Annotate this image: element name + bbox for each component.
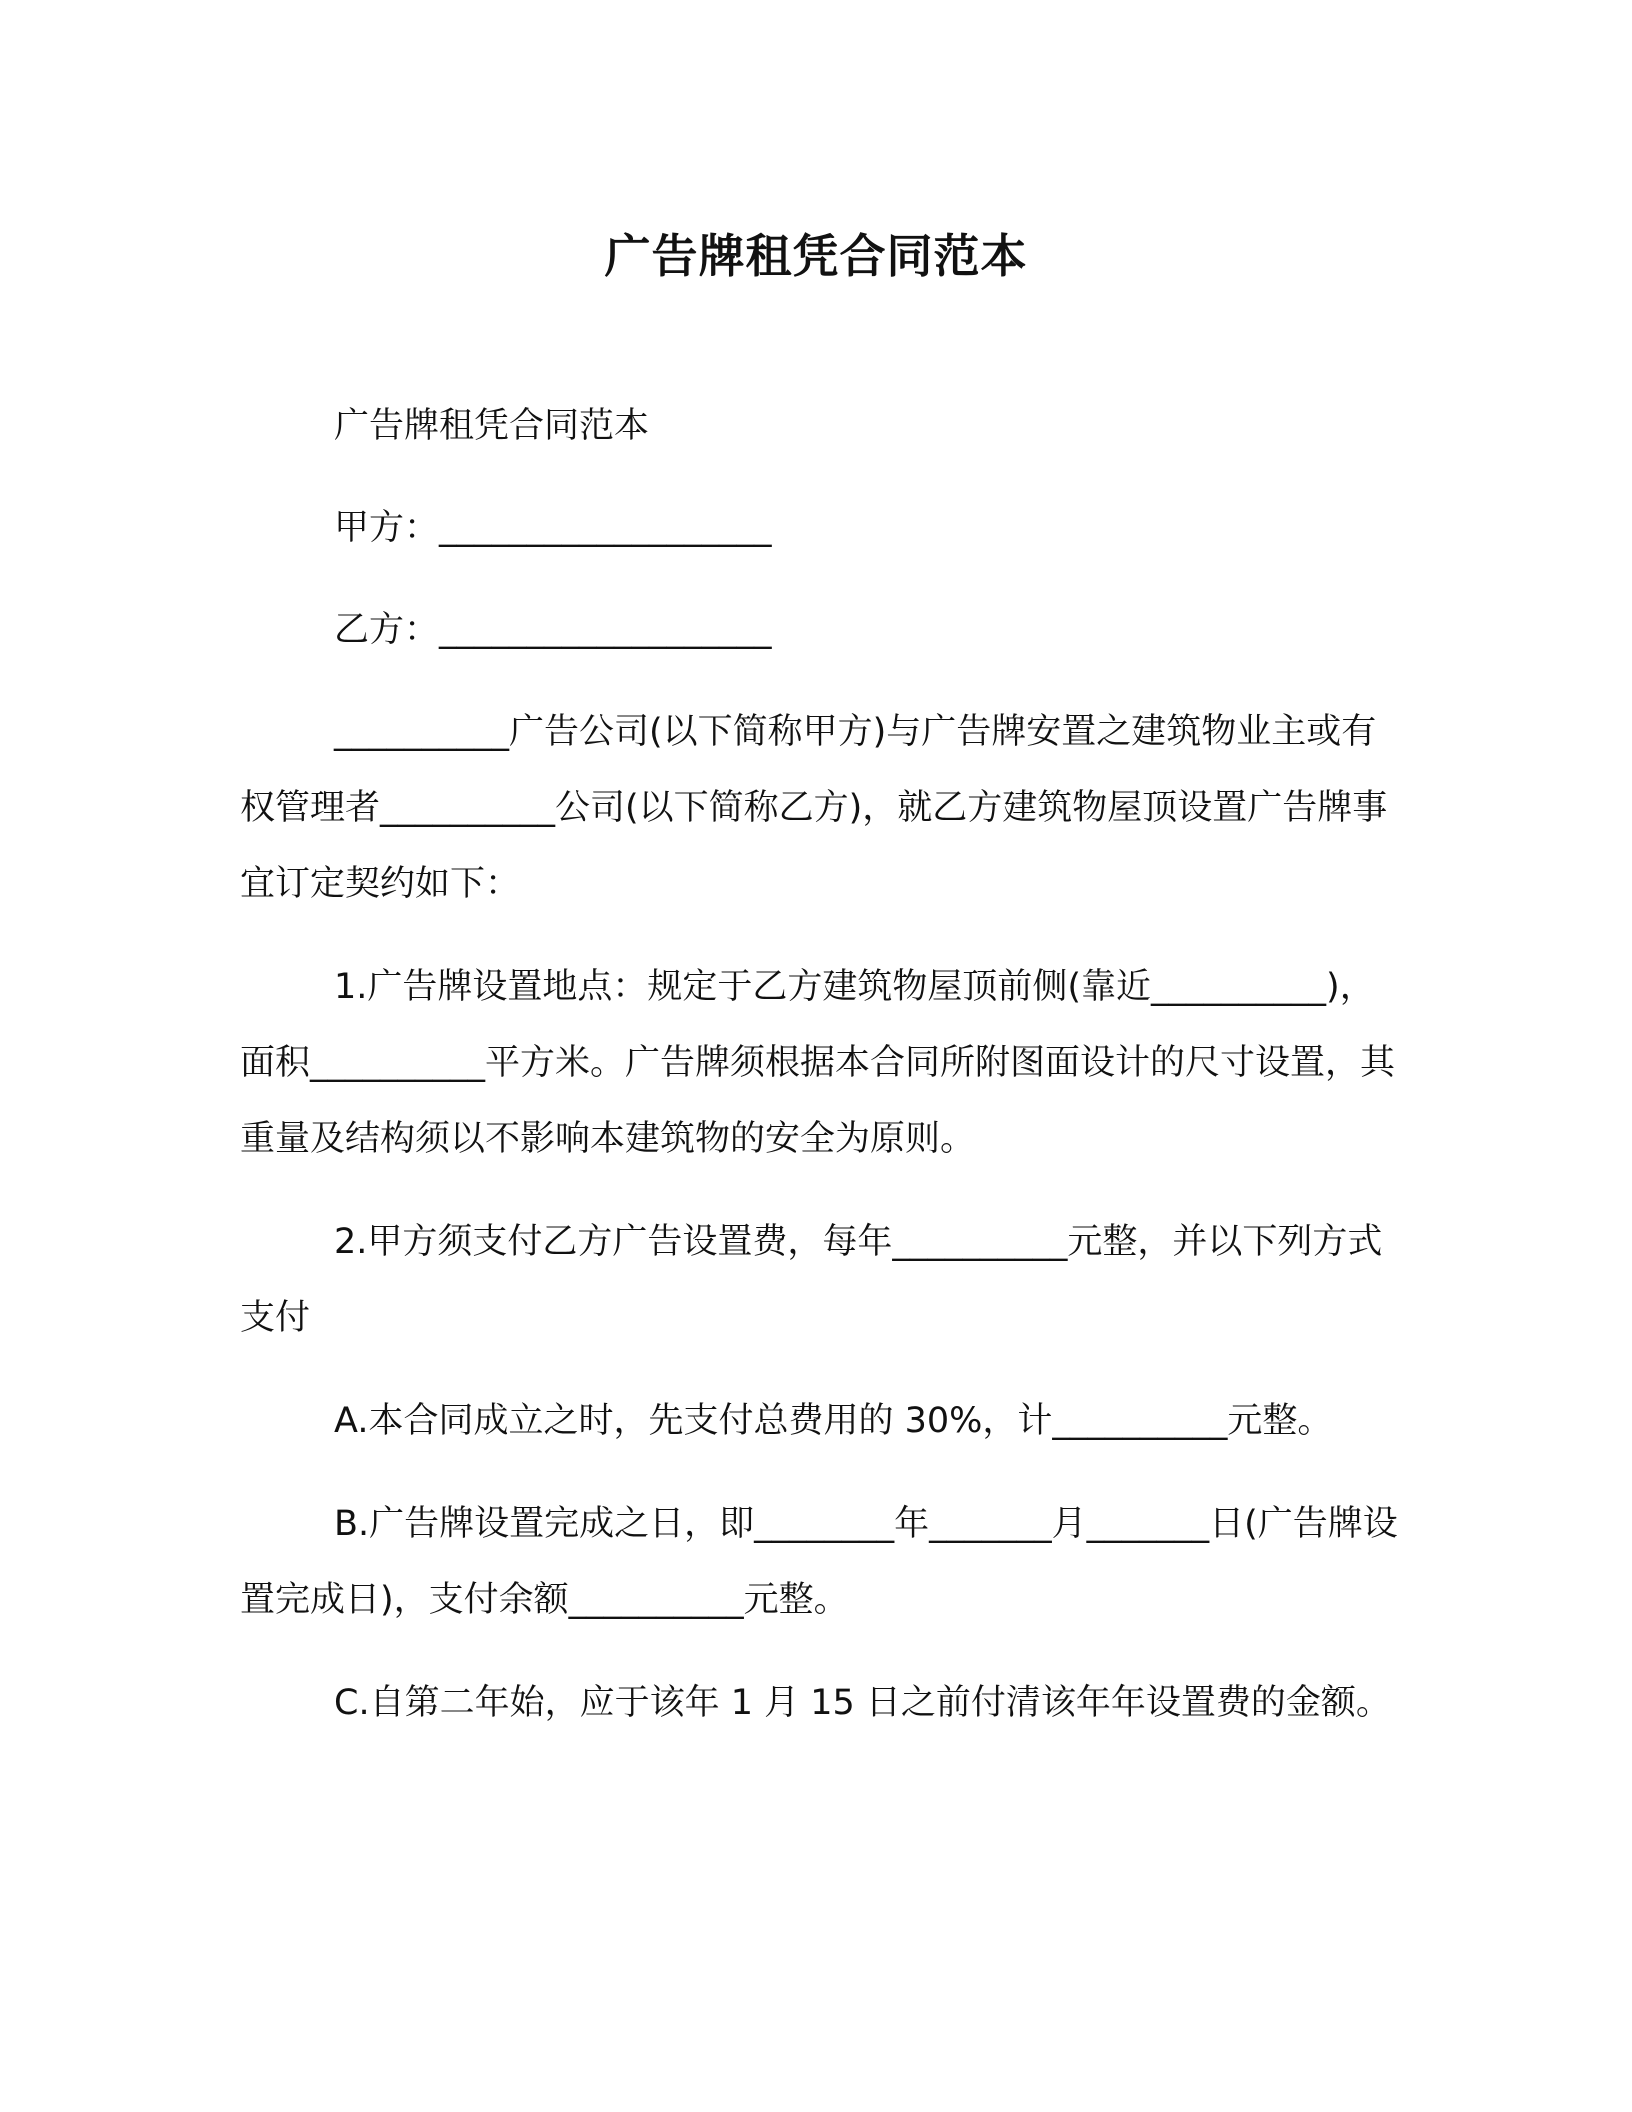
paragraph-clause-2a: A.本合同成立之时，先支付总费用的 30%，计__________元整。 xyxy=(334,1401,1333,1441)
document-title: 广告牌租凭合同范本 xyxy=(604,229,1028,283)
document-body xyxy=(240,388,1400,1768)
paragraph-party-a: 甲方：___________________ xyxy=(334,508,772,548)
paragraph-clause-2c: C.自第二年始，应于该年 1 月 15 日之前付清该年年设置费的金额。 xyxy=(334,1683,1391,1723)
paragraph-clause-2: 2.甲方须支付乙方广告设置费，每年__________元整，并以下列方式支付 xyxy=(240,1222,1383,1338)
paragraph-clause-1: 1.广告牌设置地点：规定于乙方建筑物屋顶前侧(靠近__________)，面积__________平方米。广告牌须根据本合同所附图面设计的尺寸设置，其重量及结构须以不影响本建筑物的安全为原则。 xyxy=(240,967,1396,1159)
paragraph-subtitle: 广告牌租凭合同范本 xyxy=(334,406,650,446)
paragraph-party-b: 乙方：___________________ xyxy=(334,610,772,650)
paragraph-preamble: __________广告公司(以下简称甲方)与广告牌安置之建筑物业主或有权管理者__________公司(以下简称乙方)，就乙方建筑物屋顶设置广告牌事宜订定契约如下： xyxy=(240,712,1388,904)
paragraph-clause-2b: B.广告牌设置完成之日，即________年_______月_______日(广告牌设置完成日)，支付余额__________元整。 xyxy=(240,1504,1398,1620)
